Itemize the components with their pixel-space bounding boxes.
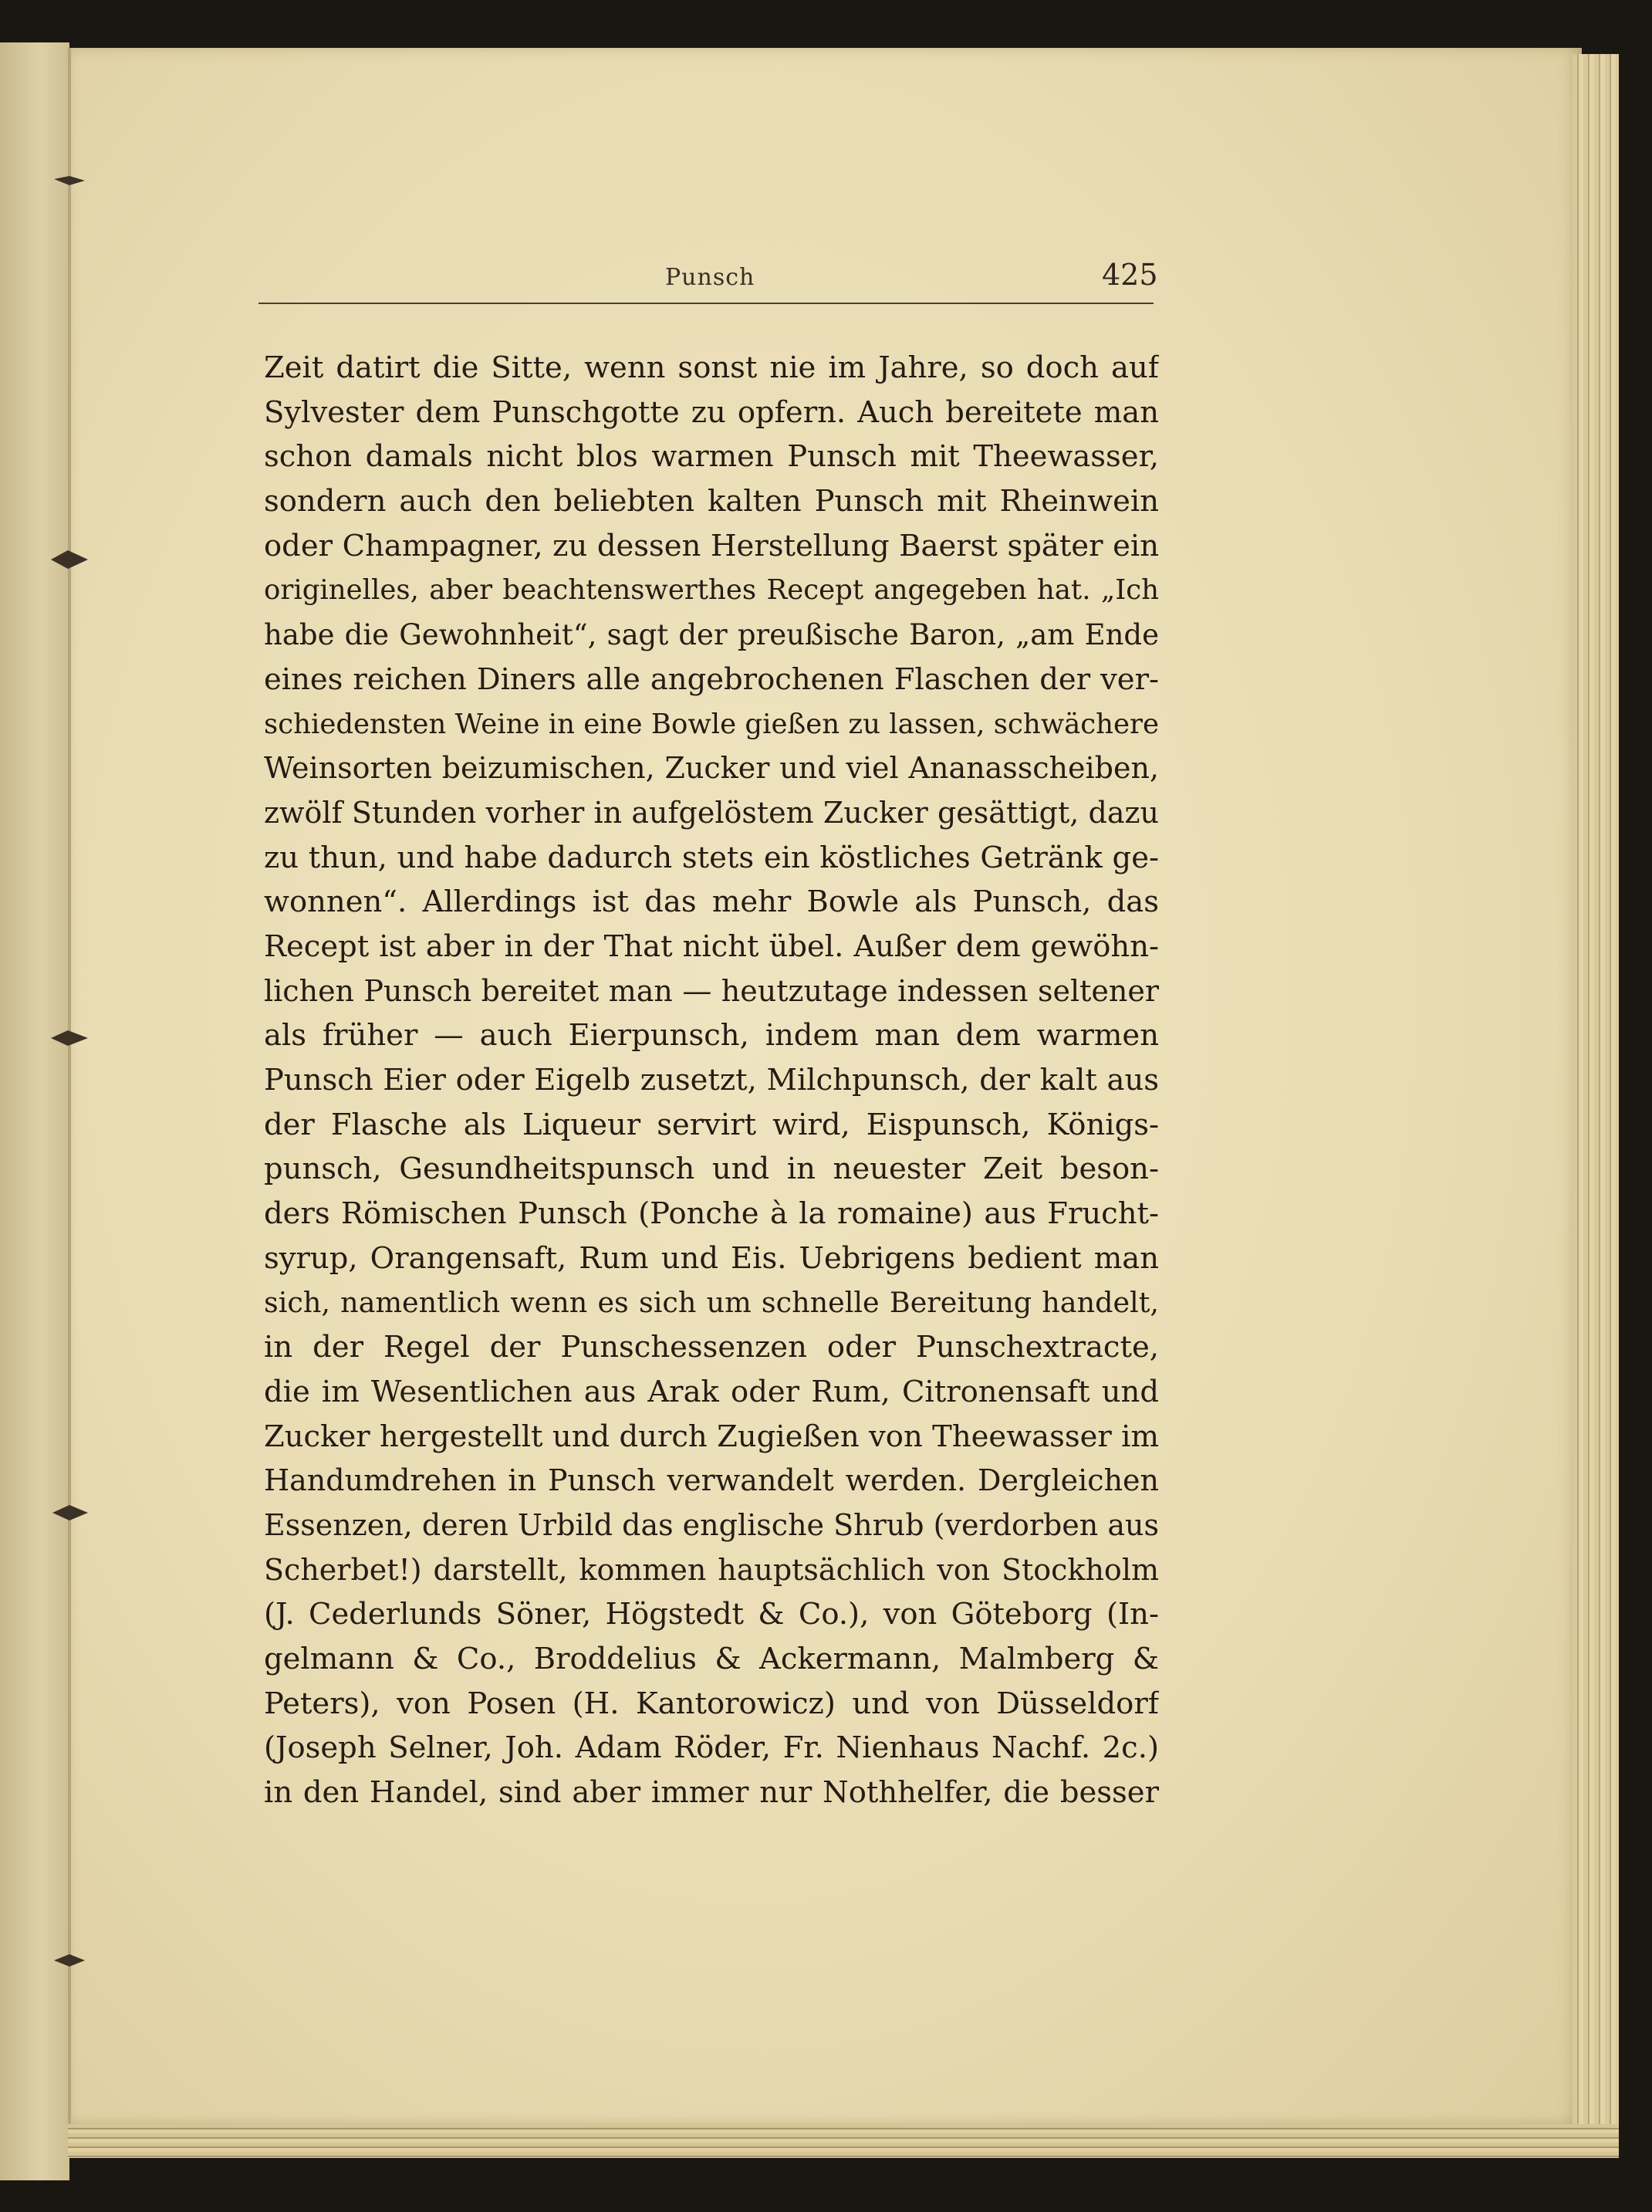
text-line: Sylvester dem Punschgotte zu opfern. Auch bereitete man (264, 394, 1159, 430)
text-line: (Joseph Selner, Joh. Adam Röder, Fr. Nienhaus Nachf. 2c.) (264, 1730, 1159, 1766)
binding-stitch (46, 168, 93, 199)
previous-page-edge (0, 42, 69, 2180)
binding-stitch (46, 1023, 93, 1054)
text-line: Scherbet!) darstellt, kommen hauptsächlich von Stockholm (264, 1552, 1159, 1587)
text-line: die im Wesentlichen aus Arak oder Rum, Citronensaft und (264, 1374, 1159, 1409)
text-line: oder Champagner, zu dessen Herstellung Baerst später ein (264, 528, 1159, 563)
text-line: habe die Gewohnheit“, sagt der preußische Baron, „am Ende (264, 618, 1159, 652)
text-line: ders Römischen Punsch (Ponche à la romaine) aus Frucht- (264, 1196, 1159, 1232)
text-line: Punsch Eier oder Eigelb zusetzt, Milchpunsch, der kalt aus (264, 1063, 1159, 1098)
text-line: (J. Cederlunds Söner, Högstedt & Co.), von Göteborg (In- (264, 1597, 1159, 1632)
page-bottom-edge (68, 2124, 1619, 2158)
binding-stitch (46, 544, 93, 575)
text-line: sich, namentlich wenn es sich um schnelle Bereitung handelt, (264, 1286, 1159, 1320)
text-line: in den Handel, sind aber immer nur Nothhelfer, die besser (264, 1775, 1159, 1810)
text-line: Zucker hergestellt und durch Zugießen von Theewasser im (264, 1419, 1159, 1454)
binding-stitch (46, 1945, 93, 1976)
text-line: Peters), von Posen (H. Kantorowicz) und von Düsseldorf (264, 1686, 1159, 1721)
running-head: Punsch (665, 264, 755, 291)
text-line: zwölf Stunden vorher in aufgelöstem Zucker gesättigt, dazu (264, 795, 1159, 830)
page-stack-edge (1573, 54, 1619, 2130)
text-line: eines reichen Diners alle angebrochenen Flaschen der ver- (264, 661, 1159, 697)
text-line: punsch, Gesundheitspunsch und in neuester Zeit beson- (264, 1152, 1159, 1187)
text-line: lichen Punsch bereitet man — heutzutage indessen seltener (264, 973, 1159, 1008)
text-line: Handumdrehen in Punsch verwandelt werden. Dergleichen (264, 1463, 1159, 1498)
header-rule (258, 303, 1154, 304)
text-line: originelles, aber beachtenswerthes Recept angegeben hat. „Ich (264, 574, 1159, 607)
page-number: 425 (1102, 258, 1158, 292)
text-line: schon damals nicht blos warmen Punsch mit Theewasser, (264, 439, 1159, 475)
text-line: Zeit datirt die Sitte, wenn sonst nie im Jahre, so doch auf (264, 350, 1159, 385)
text-line: Essenzen, deren Urbild das englische Shrub (verdorben aus (264, 1507, 1159, 1542)
text-line: schiedensten Weine in eine Bowle gießen zu lassen, schwächere (264, 708, 1159, 740)
gutter-line (68, 48, 71, 2132)
text-line: in der Regel der Punschessenzen oder Punschextracte, (264, 1330, 1159, 1365)
text-line: Recept ist aber in der That nicht übel. Außer dem gewöhn- (264, 928, 1159, 964)
binding-stitch (46, 1499, 93, 1530)
text-line: als früher — auch Eierpunsch, indem man dem warmen (264, 1018, 1159, 1054)
text-line: gelmann & Co., Broddelius & Ackermann, Malmberg & (264, 1641, 1159, 1676)
text-line: syrup, Orangensaft, Rum und Eis. Uebrigens bedient man (264, 1240, 1159, 1276)
text-line: sondern auch den beliebten kalten Punsch mit Rheinwein (264, 484, 1159, 519)
text-line: zu thun, und habe dadurch stets ein köstliches Getränk ge- (264, 840, 1159, 875)
text-line: wonnen“. Allerdings ist das mehr Bowle als Punsch, das (264, 884, 1159, 920)
text-line: Weinsorten beizumischen, Zucker und viel Ananasscheiben, (264, 751, 1159, 786)
text-line: der Flasche als Liqueur servirt wird, Eispunsch, Königs- (264, 1107, 1159, 1142)
body-text (264, 346, 1159, 1815)
